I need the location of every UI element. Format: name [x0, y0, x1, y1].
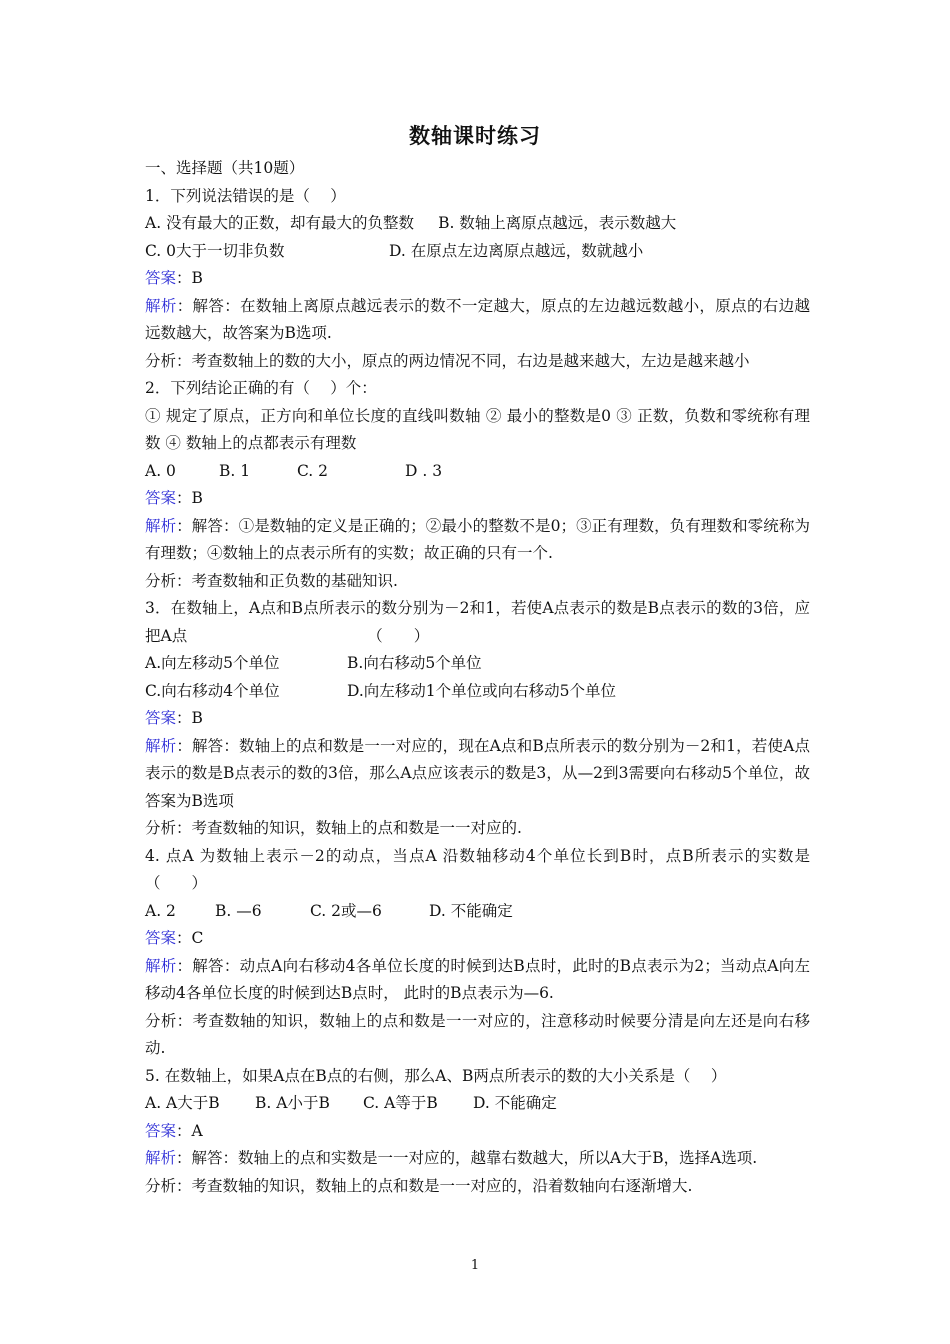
q1-fenxi: 分析：考查数轴上的数的大小，原点的两边情况不同，右边是越来越大，左边是越来越小: [145, 351, 750, 370]
q2-answer: 答案：B: [145, 489, 203, 507]
q4-option-a: A. 2: [145, 901, 176, 920]
q2-stem: 2．下列结论正确的有（ ）个：: [145, 379, 377, 397]
q5-fenxi: 分析：考查数轴的知识，数轴上的点和数是一一对应的，沿着数轴向右逐渐增大.: [145, 1176, 693, 1195]
q3-answer: 答案：B: [145, 709, 203, 727]
q1-options-cd: [145, 238, 810, 266]
q4-option-d: D. 不能确定: [429, 901, 513, 920]
q4-option-b: B. —6: [215, 901, 262, 920]
q5-option-c: C. A等于B: [363, 1094, 438, 1112]
q4-options: [145, 898, 810, 926]
q5-option-d: D. 不能确定: [473, 1094, 557, 1112]
q5-option-a: A. A大于B: [145, 1094, 220, 1112]
q3-option-c: C.向右移动4个单位: [145, 681, 280, 700]
q5-option-b: B. A小于B: [255, 1094, 330, 1112]
q3-option-a: A.向左移动5个单位: [145, 654, 280, 672]
q2-analysis: 解析：解答：①是数轴的定义是正确的；②最小的整数不是0；③正有理数，负有理数和零统称为有理数；④数轴上的点表示所有的实数；故正确的只有一个.: [145, 516, 810, 562]
q4-option-c: C. 2或—6: [310, 901, 382, 920]
q1-option-b: B. 数轴上离原点越远，表示数越大: [438, 214, 677, 232]
q3-analysis: 解析：解答：数轴上的点和数是一一对应的，现在A点和B点所表示的数分别为－2和1，若使A点表示的数是B点表示的数的3倍，那么A点应该表示的数是3，从—2到3需要向右移动5个单位，故答案为B选项: [145, 736, 810, 810]
q4-fenxi: 分析：考查数轴的知识，数轴上的点和数是一一对应的，注意移动时候要分清是向左还是向右移动.: [145, 1011, 810, 1057]
q1-option-c: C. 0大于一切非负数: [145, 241, 285, 260]
q5-options: [145, 1090, 810, 1118]
q3-fenxi: 分析：考查数轴的知识，数轴上的点和数是一一对应的.: [145, 819, 522, 837]
q1-answer: 答案：B: [145, 269, 203, 287]
q1-options-ab: [145, 210, 810, 238]
answer-label: 答案: [145, 269, 177, 287]
q2-option-d: D . 3: [405, 461, 443, 480]
q5-answer: 答案：A: [145, 1121, 203, 1140]
document-body: [145, 155, 810, 1200]
page-title: 数轴课时练习: [409, 123, 541, 148]
q3-options-ab: [145, 650, 810, 678]
q4-analysis: 解析：解答：动点A向右移动4各单位长度的时候到达B点时，此时的B点表示为2；当动点A向左移动4各单位长度的时候到达B点时， 此时的B点表示为—6.: [145, 956, 810, 1002]
q5-stem: 5. 在数轴上，如果A点在B点的右侧，那么A、B两点所表示的数的大小关系是（ ）: [145, 1066, 727, 1085]
q3-option-b: B.向右移动5个单位: [347, 654, 482, 672]
q2-options: [145, 458, 810, 486]
analysis-label: 解析: [145, 296, 177, 315]
q5-analysis: 解析：解答：数轴上的点和实数是一一对应的，越靠右数越大，所以A大于B，选择A选项.: [145, 1149, 758, 1167]
q3-option-d: D.向左移动1个单位或向右移动5个单位: [347, 681, 617, 700]
q1-analysis: 解析：解答：在数轴上离原点越远表示的数不一定越大，原点的左边越远数越小，原点的右边越远数越大，故答案为B选项.: [145, 296, 810, 342]
q2-option-a: A. 0: [145, 461, 176, 480]
q2-option-b: B. 1: [219, 461, 251, 480]
q1-stem: 1．下列说法错误的是（ ）: [145, 186, 346, 205]
section-heading: 一、选择题（共10题）: [145, 159, 305, 177]
q1-option-a: A. 没有最大的正数，却有最大的负整数: [145, 214, 415, 232]
q2-option-c: C. 2: [297, 461, 329, 480]
q4-answer: 答案：C: [145, 929, 204, 947]
q3-stem: 3．在数轴上，A点和B点所表示的数分别为－2和1，若使A点表示的数是B点表示的数的3倍，应把A点 （ ）: [145, 599, 810, 645]
q1-option-d: D. 在原点左边离原点越远，数就越小: [389, 241, 644, 260]
q2-body: ① 规定了原点，正方向和单位长度的直线叫数轴 ② 最小的整数是0 ③ 正数，负数和零统称有理数 ④ 数轴上的点都表示有理数: [145, 406, 810, 452]
q3-options-cd: [145, 678, 810, 706]
q2-fenxi: 分析：考查数轴和正负数的基础知识.: [145, 571, 398, 590]
page-number: 1: [470, 1258, 480, 1273]
q3-stem-blank: （ ）: [367, 626, 430, 645]
q4-stem: 4. 点A 为数轴上表示－2的动点，当点A 沿数轴移动4个单位长到B时，点B所表示的实数是（ ）: [145, 846, 810, 892]
